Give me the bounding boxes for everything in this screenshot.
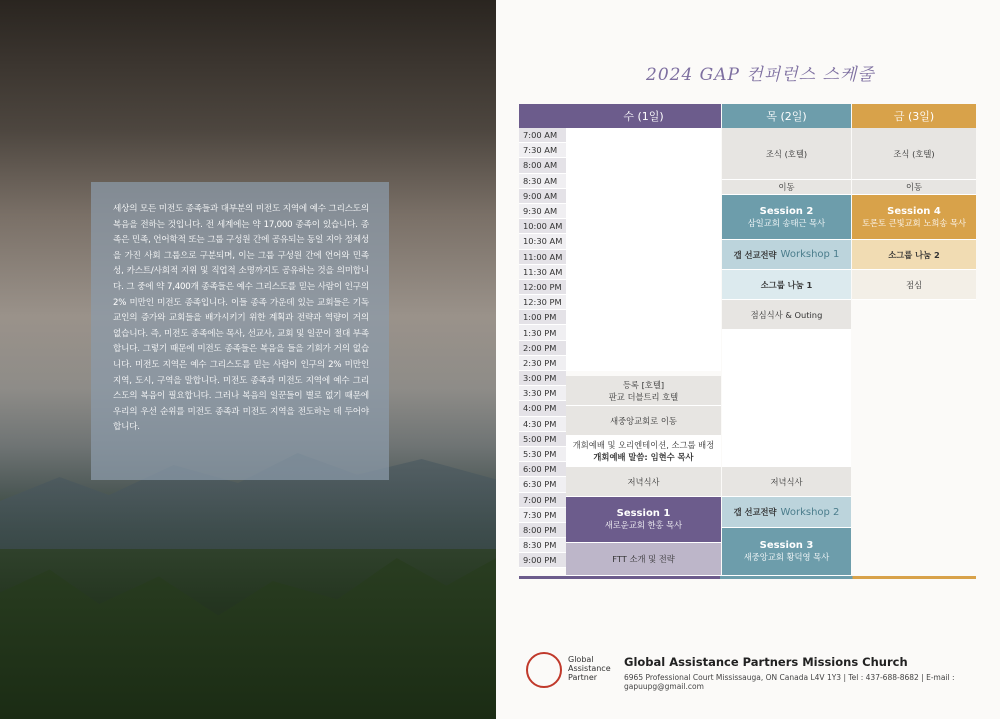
event-line: 저녁식사 (770, 476, 803, 487)
fri-event-session4 (852, 195, 976, 240)
fri-event-transfer (852, 180, 976, 195)
event-line: 판교 더블트리 호텔 (608, 391, 679, 402)
time-header (519, 104, 566, 128)
time-slot: 8:00 AM (519, 158, 566, 173)
time-slot: 8:30 AM (519, 174, 566, 189)
time-slot: 10:00 AM (519, 219, 566, 234)
event-line: 삼일교회 송태근 목사 (747, 217, 826, 228)
time-slot: 6:00 PM (519, 462, 566, 477)
wed-empty-block (566, 128, 721, 371)
time-slot: 12:00 PM (519, 280, 566, 295)
event-line: 점심식사 & Outing (750, 309, 823, 320)
day-header-wed: 수 (1일) (566, 104, 721, 128)
time-slot: 2:30 PM (519, 356, 566, 371)
time-slot: 5:00 PM (519, 432, 566, 447)
table-bottom-rule (519, 576, 976, 579)
logo-word: Global (568, 655, 594, 664)
time-slot: 9:00 PM (519, 553, 566, 568)
event-line: 토론토 큰빛교회 노희송 목사 (861, 217, 967, 228)
event-line: Workshop 1 (780, 249, 840, 260)
logo-text (568, 655, 611, 682)
time-slot: 7:00 PM (519, 493, 566, 508)
thu-event-workshop2 (722, 497, 851, 528)
time-slot: 10:30 AM (519, 234, 566, 249)
time-slot: 11:00 AM (519, 250, 566, 265)
footer (526, 652, 986, 692)
event-line: 소그룹 나눔 1 (760, 279, 813, 290)
thu-event-workshop1 (722, 240, 851, 270)
time-slot: 3:00 PM (519, 371, 566, 386)
time-slot: 7:30 PM (519, 508, 566, 523)
wed-event-transfer (566, 406, 721, 436)
logo-word: Assistance (568, 664, 611, 673)
event-line: 소그룹 나눔 2 (888, 249, 940, 260)
event-line: 새중앙교회로 이동 (610, 415, 677, 426)
right-page (496, 0, 1000, 719)
day-header-fri: 금 (3일) (852, 104, 976, 128)
time-slot: 5:30 PM (519, 447, 566, 462)
time-slot: 6:30 PM (519, 477, 566, 492)
thu-event-session2 (722, 195, 851, 240)
org-name: Global Assistance Partners Missions Church (624, 655, 908, 669)
time-slot: 2:00 PM (519, 341, 566, 356)
time-slot: 8:30 PM (519, 538, 566, 553)
time-slot: 9:00 AM (519, 189, 566, 204)
event-line: 조식 (호텔) (765, 148, 808, 159)
thu-event-session3 (722, 528, 851, 576)
logo-word: Partner (568, 673, 598, 682)
fri-event-breakfast (852, 128, 976, 180)
time-slot: 3:30 PM (519, 386, 566, 401)
time-slot: 1:30 PM (519, 325, 566, 340)
event-line: 조식 (호텔) (893, 148, 935, 159)
schedule-title: 2024 GAP 컨퍼런스 스케줄 (646, 65, 875, 85)
intro-textbox (91, 182, 389, 480)
intro-text: 세상의 모든 미전도 종족들과 대부분의 미전도 지역에 예수 그리스도의 복음을 전하는 것입니다. 전 세계에는 약 17,000 종족이 있습니다. 종족은 민족, 언어학적 또는 그룹 구성원 간에 공유되는 동일 지아 정체성을 가진 사회 그룹으로 구분되며, 이는 그룹 구성원 간에 언어와 민족성, 카스트/사회적 지위 및 직업적 소명까지도 공유하는 것을 의미합니다. 그 중에 약 7,400개 종족들은 예수 그리스도를 믿는 사람이 인구의 2% 미만인 미전도 종족입니다. 이들 종족 가운데 있는 교회들은 기독교인의 증가와 교회들을 배가시키기 위한 계획과 전략과 역량이 거의 없습니다. 즉, 미전도 종족에는 목사, 선교사, 교회 및 일꾼이 절대 부족합니다. 그렇기 때문에 미전도 종족들은 복음을 들을 기회가 거의 없습니다. 미전도 지역은 예수 그리스도를 믿는 사람이 인구의 2% 미만인 지역, 도시, 구역을 말합니다. 미전도 종족과 미전도 지역에 예수 그리스도의 복음이 필요합니다. 그러나 복음의 일꾼들이 별로 없기 때문에 우리의 우선 순위를 미전도 종족과 미전도 지역을 전도하는 데 두어야 합니다. (113, 204, 369, 433)
thu-event-transfer (722, 180, 851, 195)
time-slot: 4:00 PM (519, 401, 566, 416)
time-slot: 9:30 AM (519, 204, 566, 219)
event-line: 저녁식사 (627, 476, 660, 487)
thu-empty-block (722, 330, 851, 467)
time-column (519, 128, 566, 568)
schedule-table (519, 104, 976, 580)
day-header-thu: 목 (2일) (722, 104, 851, 128)
event-line: 갭 선교전략 (733, 507, 777, 517)
thu-event-smallgroup1 (722, 270, 851, 300)
time-slot: 1:00 PM (519, 310, 566, 325)
event-line: 갭 선교전략 (733, 249, 777, 260)
event-line: 등록 [호텔] (622, 379, 665, 390)
time-slot: 8:00 PM (519, 523, 566, 538)
session-title: Session 4 (887, 205, 941, 217)
wed-event-dinner (566, 467, 721, 497)
wed-event-opening (566, 436, 721, 467)
event-line: 새중앙교회 황덕영 목사 (743, 552, 830, 562)
fri-event-smallgroup2 (852, 240, 976, 270)
event-line: Workshop 2 (780, 506, 840, 518)
thu-event-dinner (722, 467, 851, 497)
globe-logo-icon (526, 652, 562, 688)
time-slot: 7:30 AM (519, 143, 566, 158)
left-page-photo (0, 0, 496, 719)
session-title: Session 3 (759, 540, 814, 551)
time-slot: 4:30 PM (519, 417, 566, 432)
event-line: 개회예배 및 오리엔테이션, 소그룹 배정 (572, 440, 715, 450)
event-line: 이동 (778, 182, 795, 192)
event-line: 개회예배 말씀: 임현수 목사 (593, 452, 694, 462)
session-title: Session 2 (759, 205, 814, 217)
event-line: 점심 (905, 279, 923, 290)
event-line: 이동 (905, 182, 923, 192)
wed-event-session1 (566, 497, 721, 543)
time-slot: 7:00 AM (519, 128, 566, 143)
event-line: 새로운교회 한홍 목사 (604, 520, 683, 530)
time-slot: 12:30 PM (519, 295, 566, 310)
time-slot: 11:30 AM (519, 265, 566, 280)
event-line: FTT 소개 및 전략 (612, 554, 675, 564)
fri-event-lunch (852, 270, 976, 300)
thu-event-lunch-outing (722, 300, 851, 330)
wed-event-ftt (566, 543, 721, 576)
session-title: Session 1 (616, 508, 671, 519)
wed-event-registration (566, 376, 721, 406)
org-address: 6965 Professional Court Mississauga, ON Canada L4V 1Y3 | Tel : 437-688-8682 | E-mail : gapuupg@gmail.com (624, 673, 955, 691)
thu-event-breakfast (722, 128, 851, 180)
